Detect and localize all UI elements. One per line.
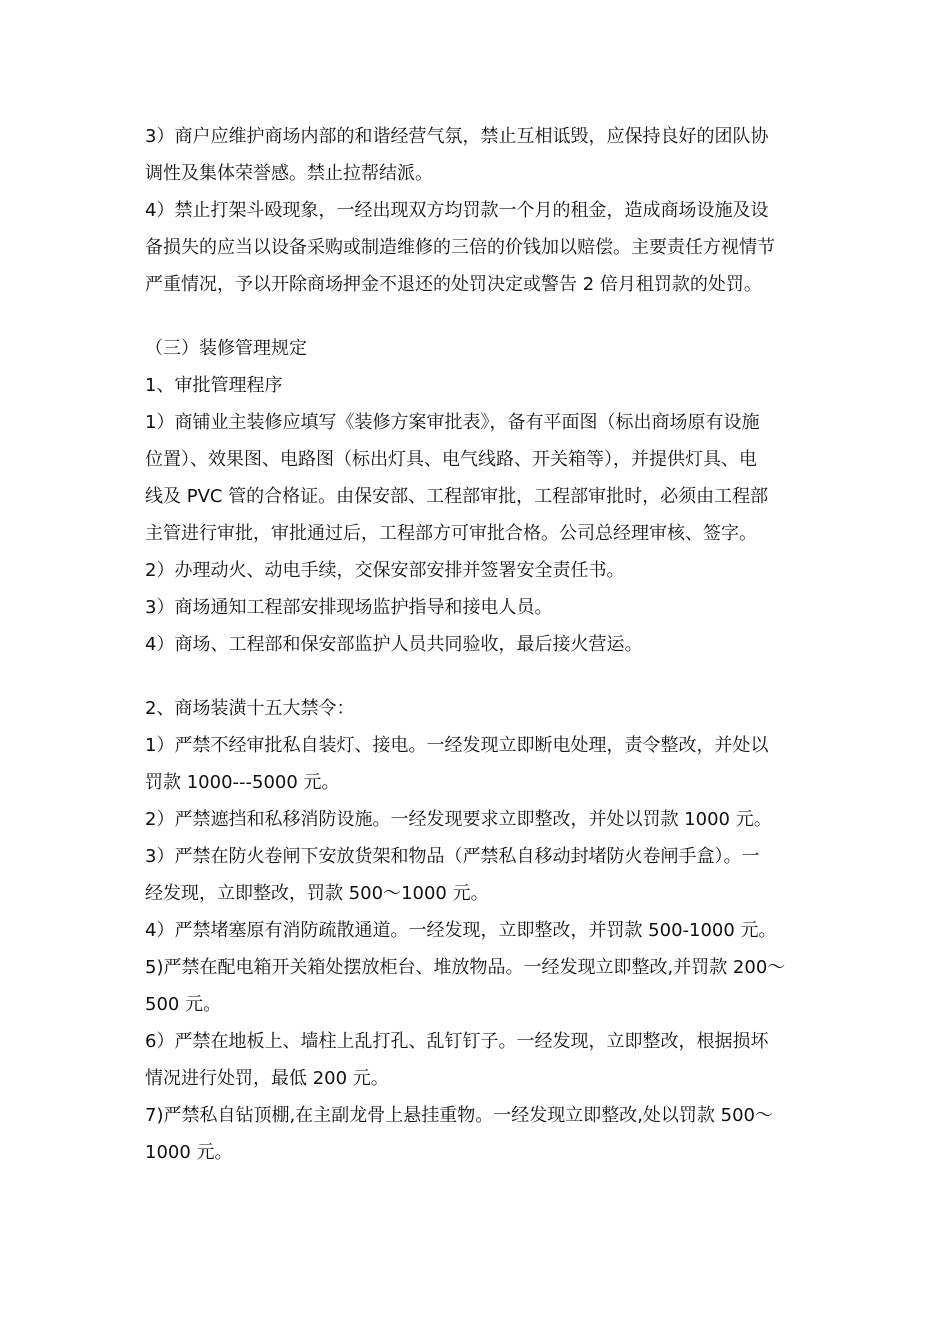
section-spacer [145,303,807,330]
paragraph-line: 经发现，立即整改，罚款 500～1000 元。 [145,883,489,904]
subsection-heading: 2、商场装潢十五大禁令： [145,698,355,719]
paragraph-line: 1）严禁不经审批私自装灯、接电。一经发现立即断电处理，责令整改，并处以 [145,735,769,756]
section-heading: （三）装修管理规定 [145,338,307,359]
paragraph-line: 500 元。 [145,994,222,1015]
paragraph-line: 3）商户应维护商场内部的和谐经营气氛，禁止互相诋毁，应保持良好的团队协 [145,126,769,147]
renovation-rules-section [145,330,807,663]
paragraph-line: 2）严禁遮挡和私移消防设施。一经发现要求立即整改，并处以罚款 1000 元。 [145,809,772,830]
subsection-heading: 1、审批管理程序 [145,375,283,396]
section-spacer [145,663,807,690]
paragraph-line: 情况进行处罚，最低 200 元。 [145,1068,389,1089]
paragraph-line: 3）严禁在防火卷闸下安放货架和物品（严禁私自移动封堵防火卷闸手盒）。一 [145,846,760,867]
paragraph-line: 调性及集体荣誉感。禁止拉帮结派。 [145,163,433,184]
conduct-rules-section [145,118,807,303]
paragraph-line: 5)严禁在配电箱开关箱处摆放柜台、堆放物品。一经发现立即整改,并罚款 200～ [145,957,786,978]
paragraph-line: 主管进行审批，审批通过后，工程部方可审批合格。公司总经理审核、签字。 [145,523,757,544]
paragraph-line: 4）严禁堵塞原有消防疏散通道。一经发现，立即整改，并罚款 500-1000 元。 [145,920,777,941]
paragraph-line: 1）商铺业主装修应填写《装修方案审批表》，备有平面图（标出商场原有设施 [145,412,760,433]
paragraph-line: 1000 元。 [145,1142,233,1163]
paragraph-line: 备损失的应当以设备采购或制造维修的三倍的价钱加以赔偿。主要责任方视情节 [145,237,775,258]
paragraph-line: 6）严禁在地板上、墙柱上乱打孔、乱钉钉子。一经发现，立即整改，根据损坏 [145,1031,769,1052]
paragraph-line: 位置）、效果图、电路图（标出灯具、电气线路、开关箱等），并提供灯具、电 [145,449,757,470]
paragraph-line: 罚款 1000---5000 元。 [145,772,340,793]
paragraph-line: 4）商场、工程部和保安部监护人员共同验收，最后接火营运。 [145,634,643,655]
paragraph-line: 3）商场通知工程部安排现场监护指导和接电人员。 [145,597,553,618]
document-body [145,118,807,1171]
paragraph-line: 7)严禁私自钻顶棚,在主副龙骨上悬挂重物。一经发现立即整改,处以罚款 500～ [145,1105,773,1126]
paragraph-line: 严重情况，予以开除商场押金不退还的处罚决定或警告 2 倍月租罚款的处罚。 [145,274,762,295]
prohibitions-section [145,690,807,1171]
paragraph-line: 线及 PVC 管的合格证。由保安部、工程部审批，工程部审批时，必须由工程部 [145,486,769,507]
paragraph-line: 4）禁止打架斗殴现象，一经出现双方均罚款一个月的租金，造成商场设施及设 [145,200,769,221]
paragraph-line: 2）办理动火、动电手续，交保安部安排并签署安全责任书。 [145,560,625,581]
